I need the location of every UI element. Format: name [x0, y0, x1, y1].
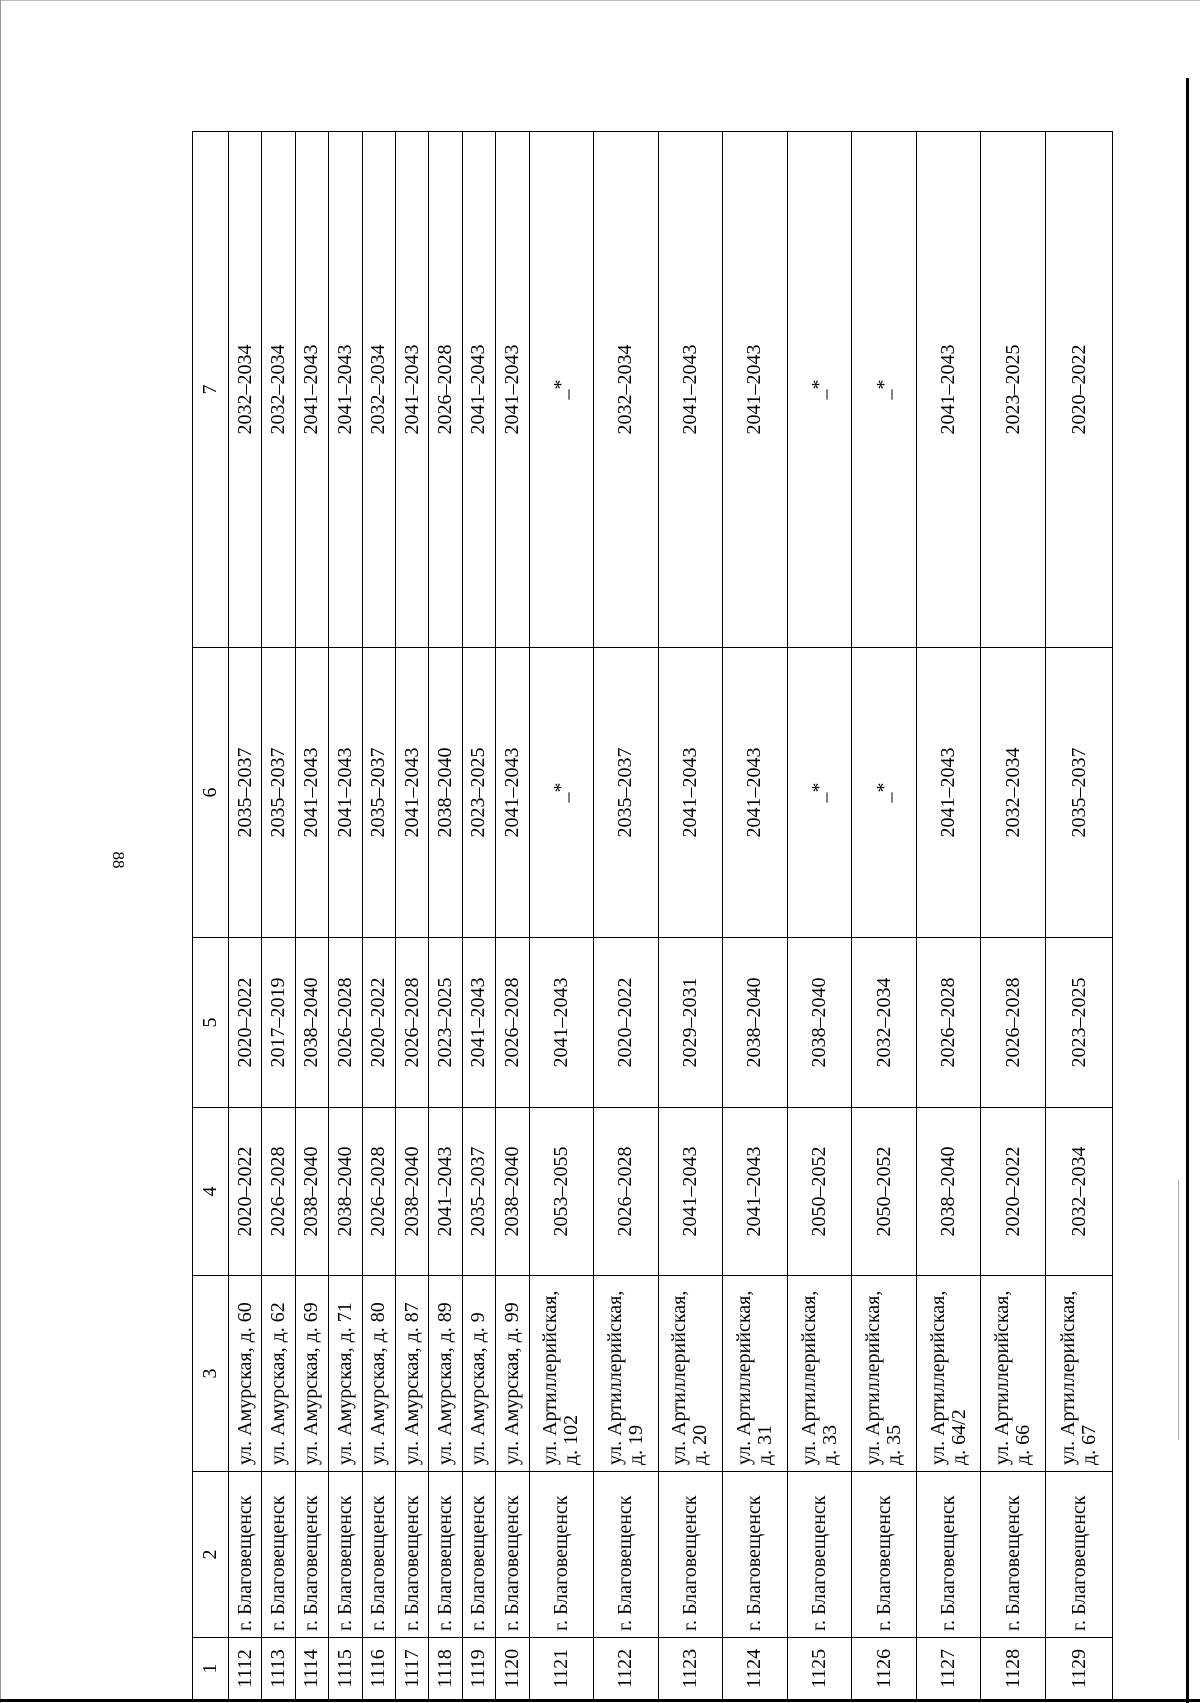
cell-period-4: 2032–2034	[1046, 1108, 1113, 1276]
cell-number: 1120	[496, 1638, 529, 1700]
cell-city: г. Благовещенск	[787, 1472, 852, 1638]
cell-number: 1126	[852, 1638, 917, 1700]
table-row	[496, 132, 529, 1700]
table-row	[429, 132, 462, 1700]
cell-period-5: 2017–2019	[262, 938, 295, 1108]
cell-period-5: 2020–2022	[362, 938, 395, 1108]
column-header-1: 1	[193, 1638, 229, 1700]
cell-city: г. Благовещенск	[916, 1472, 981, 1638]
cell-address: ул. Амурская, д. 80	[362, 1276, 395, 1472]
column-header-2: 2	[193, 1472, 229, 1638]
cell-period-7: _*	[852, 132, 917, 648]
cell-city: г. Благовещенск	[229, 1472, 262, 1638]
cell-period-6: 2041–2043	[658, 648, 723, 938]
cell-period-6: 2035–2037	[362, 648, 395, 938]
cell-city: г. Благовещенск	[462, 1472, 495, 1638]
cell-period-4: 2020–2022	[981, 1108, 1046, 1276]
cell-period-4: 2038–2040	[916, 1108, 981, 1276]
cell-period-5: 2038–2040	[723, 938, 788, 1108]
cell-period-6: 2035–2037	[262, 648, 295, 938]
cell-period-7: 2023–2025	[981, 132, 1046, 648]
cell-city: г. Благовещенск	[594, 1472, 659, 1638]
cell-period-7: 2026–2028	[429, 132, 462, 648]
cell-address: ул. Амурская, д. 87	[395, 1276, 428, 1472]
column-header-5: 5	[193, 938, 229, 1108]
cell-period-4: 2038–2040	[329, 1108, 362, 1276]
cell-period-4: 2026–2028	[262, 1108, 295, 1276]
cell-number: 1129	[1046, 1638, 1113, 1700]
cell-period-5: 2038–2040	[295, 938, 328, 1108]
cell-address: ул. Амурская, д. 62	[262, 1276, 295, 1472]
cell-period-5: 2026–2028	[981, 938, 1046, 1108]
table-row	[295, 132, 328, 1700]
cell-period-7: 2032–2034	[262, 132, 295, 648]
cell-period-4: 2038–2040	[295, 1108, 328, 1276]
cell-period-7: 2041–2043	[658, 132, 723, 648]
cell-period-4: 2020–2022	[229, 1108, 262, 1276]
cell-period-4: 2053–2055	[529, 1108, 594, 1276]
cell-address: ул. Амурская, д. 9	[462, 1276, 495, 1472]
cell-number: 1114	[295, 1638, 328, 1700]
cell-period-6: 2035–2037	[594, 648, 659, 938]
scan-edge-right	[1186, 78, 1189, 1703]
table-row	[329, 132, 362, 1700]
cell-city: г. Благовещенск	[362, 1472, 395, 1638]
cell-period-6: 2038–2040	[429, 648, 462, 938]
cell-address: ул. Артиллерийская, д. 20	[658, 1276, 723, 1472]
table-body	[229, 132, 1113, 1700]
cell-period-6: 2023–2025	[462, 648, 495, 938]
cell-period-6: _*	[787, 648, 852, 938]
table-row	[529, 132, 594, 1700]
cell-number: 1128	[981, 1638, 1046, 1700]
cell-period-5: 2020–2022	[594, 938, 659, 1108]
margin-line	[1178, 1180, 1179, 1440]
table-row	[1046, 132, 1113, 1700]
cell-period-6: _*	[529, 648, 594, 938]
cell-number: 1127	[916, 1638, 981, 1700]
register-table-container	[192, 132, 1113, 1700]
cell-period-5: 2020–2022	[229, 938, 262, 1108]
cell-city: г. Благовещенск	[658, 1472, 723, 1638]
cell-number: 1122	[594, 1638, 659, 1700]
column-header-7: 7	[193, 132, 229, 648]
cell-period-6: 2041–2043	[723, 648, 788, 938]
cell-address: ул. Амурская, д. 71	[329, 1276, 362, 1472]
cell-period-7: 2041–2043	[496, 132, 529, 648]
cell-address: ул. Артиллерийская, д. 102	[529, 1276, 594, 1472]
cell-city: г. Благовещенск	[262, 1472, 295, 1638]
cell-period-7: 2041–2043	[723, 132, 788, 648]
cell-period-5: 2023–2025	[1046, 938, 1113, 1108]
cell-period-7: 2032–2034	[229, 132, 262, 648]
cell-period-6: 2032–2034	[981, 648, 1046, 938]
cell-address: ул. Артиллерийская, д. 64/2	[916, 1276, 981, 1472]
cell-address: ул. Амурская, д. 99	[496, 1276, 529, 1472]
cell-period-6: 2041–2043	[916, 648, 981, 938]
page-number: 88	[109, 851, 128, 869]
table-row	[658, 132, 723, 1700]
column-header-6: 6	[193, 648, 229, 938]
cell-city: г. Благовещенск	[329, 1472, 362, 1638]
cell-period-4: 2041–2043	[723, 1108, 788, 1276]
table-row	[462, 132, 495, 1700]
table-row	[262, 132, 295, 1700]
cell-period-5: 2026–2028	[916, 938, 981, 1108]
cell-period-7: 2041–2043	[395, 132, 428, 648]
cell-address: ул. Амурская, д. 69	[295, 1276, 328, 1472]
cell-period-5: 2041–2043	[462, 938, 495, 1108]
cell-period-5: 2041–2043	[529, 938, 594, 1108]
cell-period-5: 2038–2040	[787, 938, 852, 1108]
cell-city: г. Благовещенск	[395, 1472, 428, 1638]
column-header-4: 4	[193, 1108, 229, 1276]
cell-period-6: 2041–2043	[295, 648, 328, 938]
table-row	[362, 132, 395, 1700]
table-row	[723, 132, 788, 1700]
scan-edge-top	[0, 0, 1200, 1]
cell-number: 1112	[229, 1638, 262, 1700]
cell-number: 1125	[787, 1638, 852, 1700]
cell-address: ул. Амурская, д. 60	[229, 1276, 262, 1472]
cell-number: 1121	[529, 1638, 594, 1700]
cell-city: г. Благовещенск	[295, 1472, 328, 1638]
cell-city: г. Благовещенск	[723, 1472, 788, 1638]
cell-period-6: 2035–2037	[1046, 648, 1113, 938]
register-table	[192, 131, 1113, 1700]
table-row	[787, 132, 852, 1700]
cell-number: 1118	[429, 1638, 462, 1700]
cell-period-4: 2035–2037	[462, 1108, 495, 1276]
cell-period-5: 2032–2034	[852, 938, 917, 1108]
cell-period-4: 2038–2040	[496, 1108, 529, 1276]
cell-city: г. Благовещенск	[529, 1472, 594, 1638]
cell-period-4: 2050–2052	[787, 1108, 852, 1276]
cell-period-5: 2023–2025	[429, 938, 462, 1108]
cell-address: ул. Амурская, д. 89	[429, 1276, 462, 1472]
table-header-row	[193, 132, 229, 1700]
cell-number: 1116	[362, 1638, 395, 1700]
cell-city: г. Благовещенск	[429, 1472, 462, 1638]
cell-address: ул. Артиллерийская, д. 19	[594, 1276, 659, 1472]
cell-period-7: 2041–2043	[329, 132, 362, 648]
table-row	[916, 132, 981, 1700]
cell-period-7: 2041–2043	[295, 132, 328, 648]
cell-period-6: _*	[852, 648, 917, 938]
cell-city: г. Благовещенск	[1046, 1472, 1113, 1638]
cell-address: ул. Артиллерийская, д. 31	[723, 1276, 788, 1472]
cell-number: 1115	[329, 1638, 362, 1700]
cell-period-5: 2026–2028	[329, 938, 362, 1108]
cell-period-6: 2041–2043	[395, 648, 428, 938]
cell-period-7: 2041–2043	[462, 132, 495, 648]
cell-address: ул. Артиллерийская, д. 66	[981, 1276, 1046, 1472]
cell-period-5: 2026–2028	[395, 938, 428, 1108]
cell-number: 1117	[395, 1638, 428, 1700]
cell-period-6: 2041–2043	[496, 648, 529, 938]
cell-period-4: 2041–2043	[429, 1108, 462, 1276]
cell-period-4: 2026–2028	[594, 1108, 659, 1276]
cell-address: ул. Артиллерийская, д. 67	[1046, 1276, 1113, 1472]
cell-period-4: 2026–2028	[362, 1108, 395, 1276]
table-row	[981, 132, 1046, 1700]
table-row	[594, 132, 659, 1700]
cell-number: 1113	[262, 1638, 295, 1700]
cell-period-6: 2041–2043	[329, 648, 362, 938]
cell-period-7: 2020–2022	[1046, 132, 1113, 648]
cell-period-5: 2029–2031	[658, 938, 723, 1108]
cell-period-7: _*	[787, 132, 852, 648]
cell-address: ул. Артиллерийская, д. 33	[787, 1276, 852, 1472]
table-row	[395, 132, 428, 1700]
column-header-3: 3	[193, 1276, 229, 1472]
cell-period-7: 2032–2034	[362, 132, 395, 648]
table-row	[852, 132, 917, 1700]
cell-city: г. Благовещенск	[981, 1472, 1046, 1638]
cell-period-4: 2038–2040	[395, 1108, 428, 1276]
table-row	[229, 132, 262, 1700]
cell-period-7: 2041–2043	[916, 132, 981, 648]
scan-edge-left	[0, 0, 1, 1703]
cell-number: 1123	[658, 1638, 723, 1700]
cell-period-7: _*	[529, 132, 594, 648]
cell-city: г. Благовещенск	[496, 1472, 529, 1638]
cell-address: ул. Артиллерийская, д. 35	[852, 1276, 917, 1472]
cell-period-4: 2041–2043	[658, 1108, 723, 1276]
cell-period-4: 2050–2052	[852, 1108, 917, 1276]
cell-period-5: 2026–2028	[496, 938, 529, 1108]
cell-period-6: 2035–2037	[229, 648, 262, 938]
cell-number: 1124	[723, 1638, 788, 1700]
cell-number: 1119	[462, 1638, 495, 1700]
cell-period-7: 2032–2034	[594, 132, 659, 648]
cell-city: г. Благовещенск	[852, 1472, 917, 1638]
